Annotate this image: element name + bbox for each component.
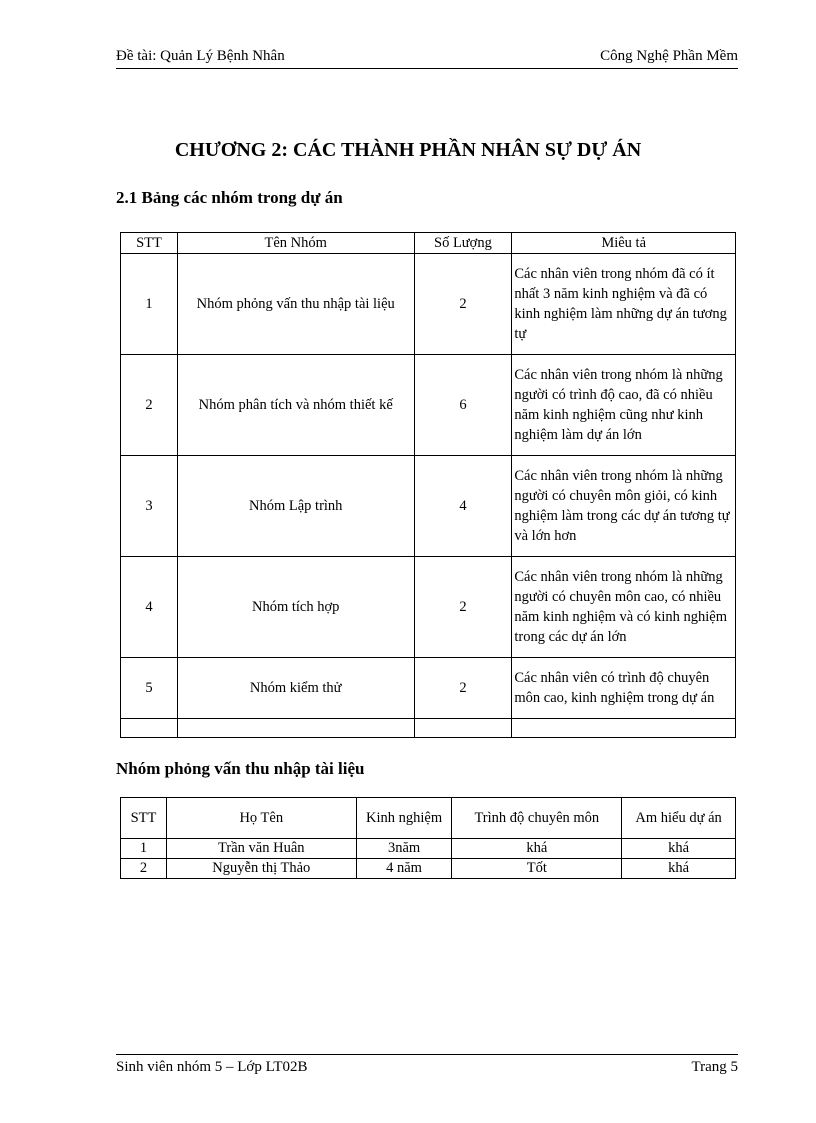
cell-group-name: Nhóm phân tích và nhóm thiết kế [177, 355, 414, 456]
cell-empty [121, 719, 178, 738]
cell-empty [512, 719, 736, 738]
cell-empty [414, 719, 512, 738]
cell-stt: 3 [121, 456, 178, 557]
subsection-title: Nhóm phỏng vấn thu nhập tài liệu [116, 759, 365, 778]
column-header: STT [121, 233, 178, 254]
cell-description: Các nhân viên trong nhóm là những người có chuyên môn cao, có nhiều năm kinh nghiệm và có kinh nghiệm trong các dự án lớn [512, 557, 736, 658]
cell-stt: 5 [121, 658, 178, 719]
cell-count: 2 [414, 658, 512, 719]
cell-project-knowledge: khá [622, 859, 736, 879]
table-header-row [121, 233, 736, 254]
column-header: Am hiểu dự án [622, 798, 736, 839]
cell-empty [177, 719, 414, 738]
column-header: Tên Nhóm [177, 233, 414, 254]
cell-count: 4 [414, 456, 512, 557]
cell-description: Các nhân viên trong nhóm đã có ít nhất 3 năm kinh nghiệm và đã có kinh nghiệm làm những dự án tương tự [512, 254, 736, 355]
cell-experience: 4 năm [356, 859, 452, 879]
column-header: STT [121, 798, 167, 839]
cell-description: Các nhân viên trong nhóm là những người có chuyên môn giỏi, có kinh nghiệm làm trong các dự án tương tự và lớn hơn [512, 456, 736, 557]
header-project-title: Đề tài: Quản Lý Bệnh Nhân [116, 48, 285, 64]
column-header: Miêu tả [512, 233, 736, 254]
column-header: Trình độ chuyên môn [452, 798, 622, 839]
cell-stt: 1 [121, 839, 167, 859]
cell-member-name: Nguyễn thị Thảo [166, 859, 356, 879]
section-title: 2.1 Bảng các nhóm trong dự án [116, 188, 343, 207]
header-subject: Công Nghệ Phần Mềm [600, 48, 738, 64]
table-header-row [121, 798, 736, 839]
cell-stt: 1 [121, 254, 178, 355]
column-header: Họ Tên [166, 798, 356, 839]
page-number: Trang 5 [691, 1059, 738, 1075]
footer-group-info: Sinh viên nhóm 5 – Lớp LT02B [116, 1059, 308, 1075]
cell-stt: 2 [121, 355, 178, 456]
cell-stt: 2 [121, 859, 167, 879]
cell-description: Các nhân viên có trình độ chuyên môn cao, kinh nghiệm trong dự án [512, 658, 736, 719]
cell-group-name: Nhóm tích hợp [177, 557, 414, 658]
cell-count: 6 [414, 355, 512, 456]
cell-count: 2 [414, 254, 512, 355]
cell-group-name: Nhóm Lập trình [177, 456, 414, 557]
cell-stt: 4 [121, 557, 178, 658]
page-footer [116, 1054, 738, 1075]
groups-table [120, 232, 736, 738]
table-row [121, 355, 736, 456]
cell-group-name: Nhóm kiểm thử [177, 658, 414, 719]
cell-skill-level: Tốt [452, 859, 622, 879]
column-header: Số Lượng [414, 233, 512, 254]
table-row [121, 557, 736, 658]
cell-skill-level: khá [452, 839, 622, 859]
cell-group-name: Nhóm phỏng vấn thu nhập tài liệu [177, 254, 414, 355]
members-table [120, 797, 736, 879]
table-row [121, 254, 736, 355]
page-header [116, 48, 738, 69]
table-row [121, 658, 736, 719]
cell-count: 2 [414, 557, 512, 658]
cell-experience: 3năm [356, 839, 452, 859]
table-row [121, 839, 736, 859]
table-row-empty [121, 719, 736, 738]
table-row [121, 456, 736, 557]
cell-description: Các nhân viên trong nhóm là những người có trình độ cao, đã có nhiều năm kinh nghiệm cũng như kinh nghiệm làm dự án lớn [512, 355, 736, 456]
chapter-title: CHƯƠNG 2: CÁC THÀNH PHẦN NHÂN SỰ DỰ ÁN [174, 139, 642, 161]
cell-member-name: Trần văn Huân [166, 839, 356, 859]
cell-project-knowledge: khá [622, 839, 736, 859]
table-row [121, 859, 736, 879]
column-header: Kinh nghiệm [356, 798, 452, 839]
